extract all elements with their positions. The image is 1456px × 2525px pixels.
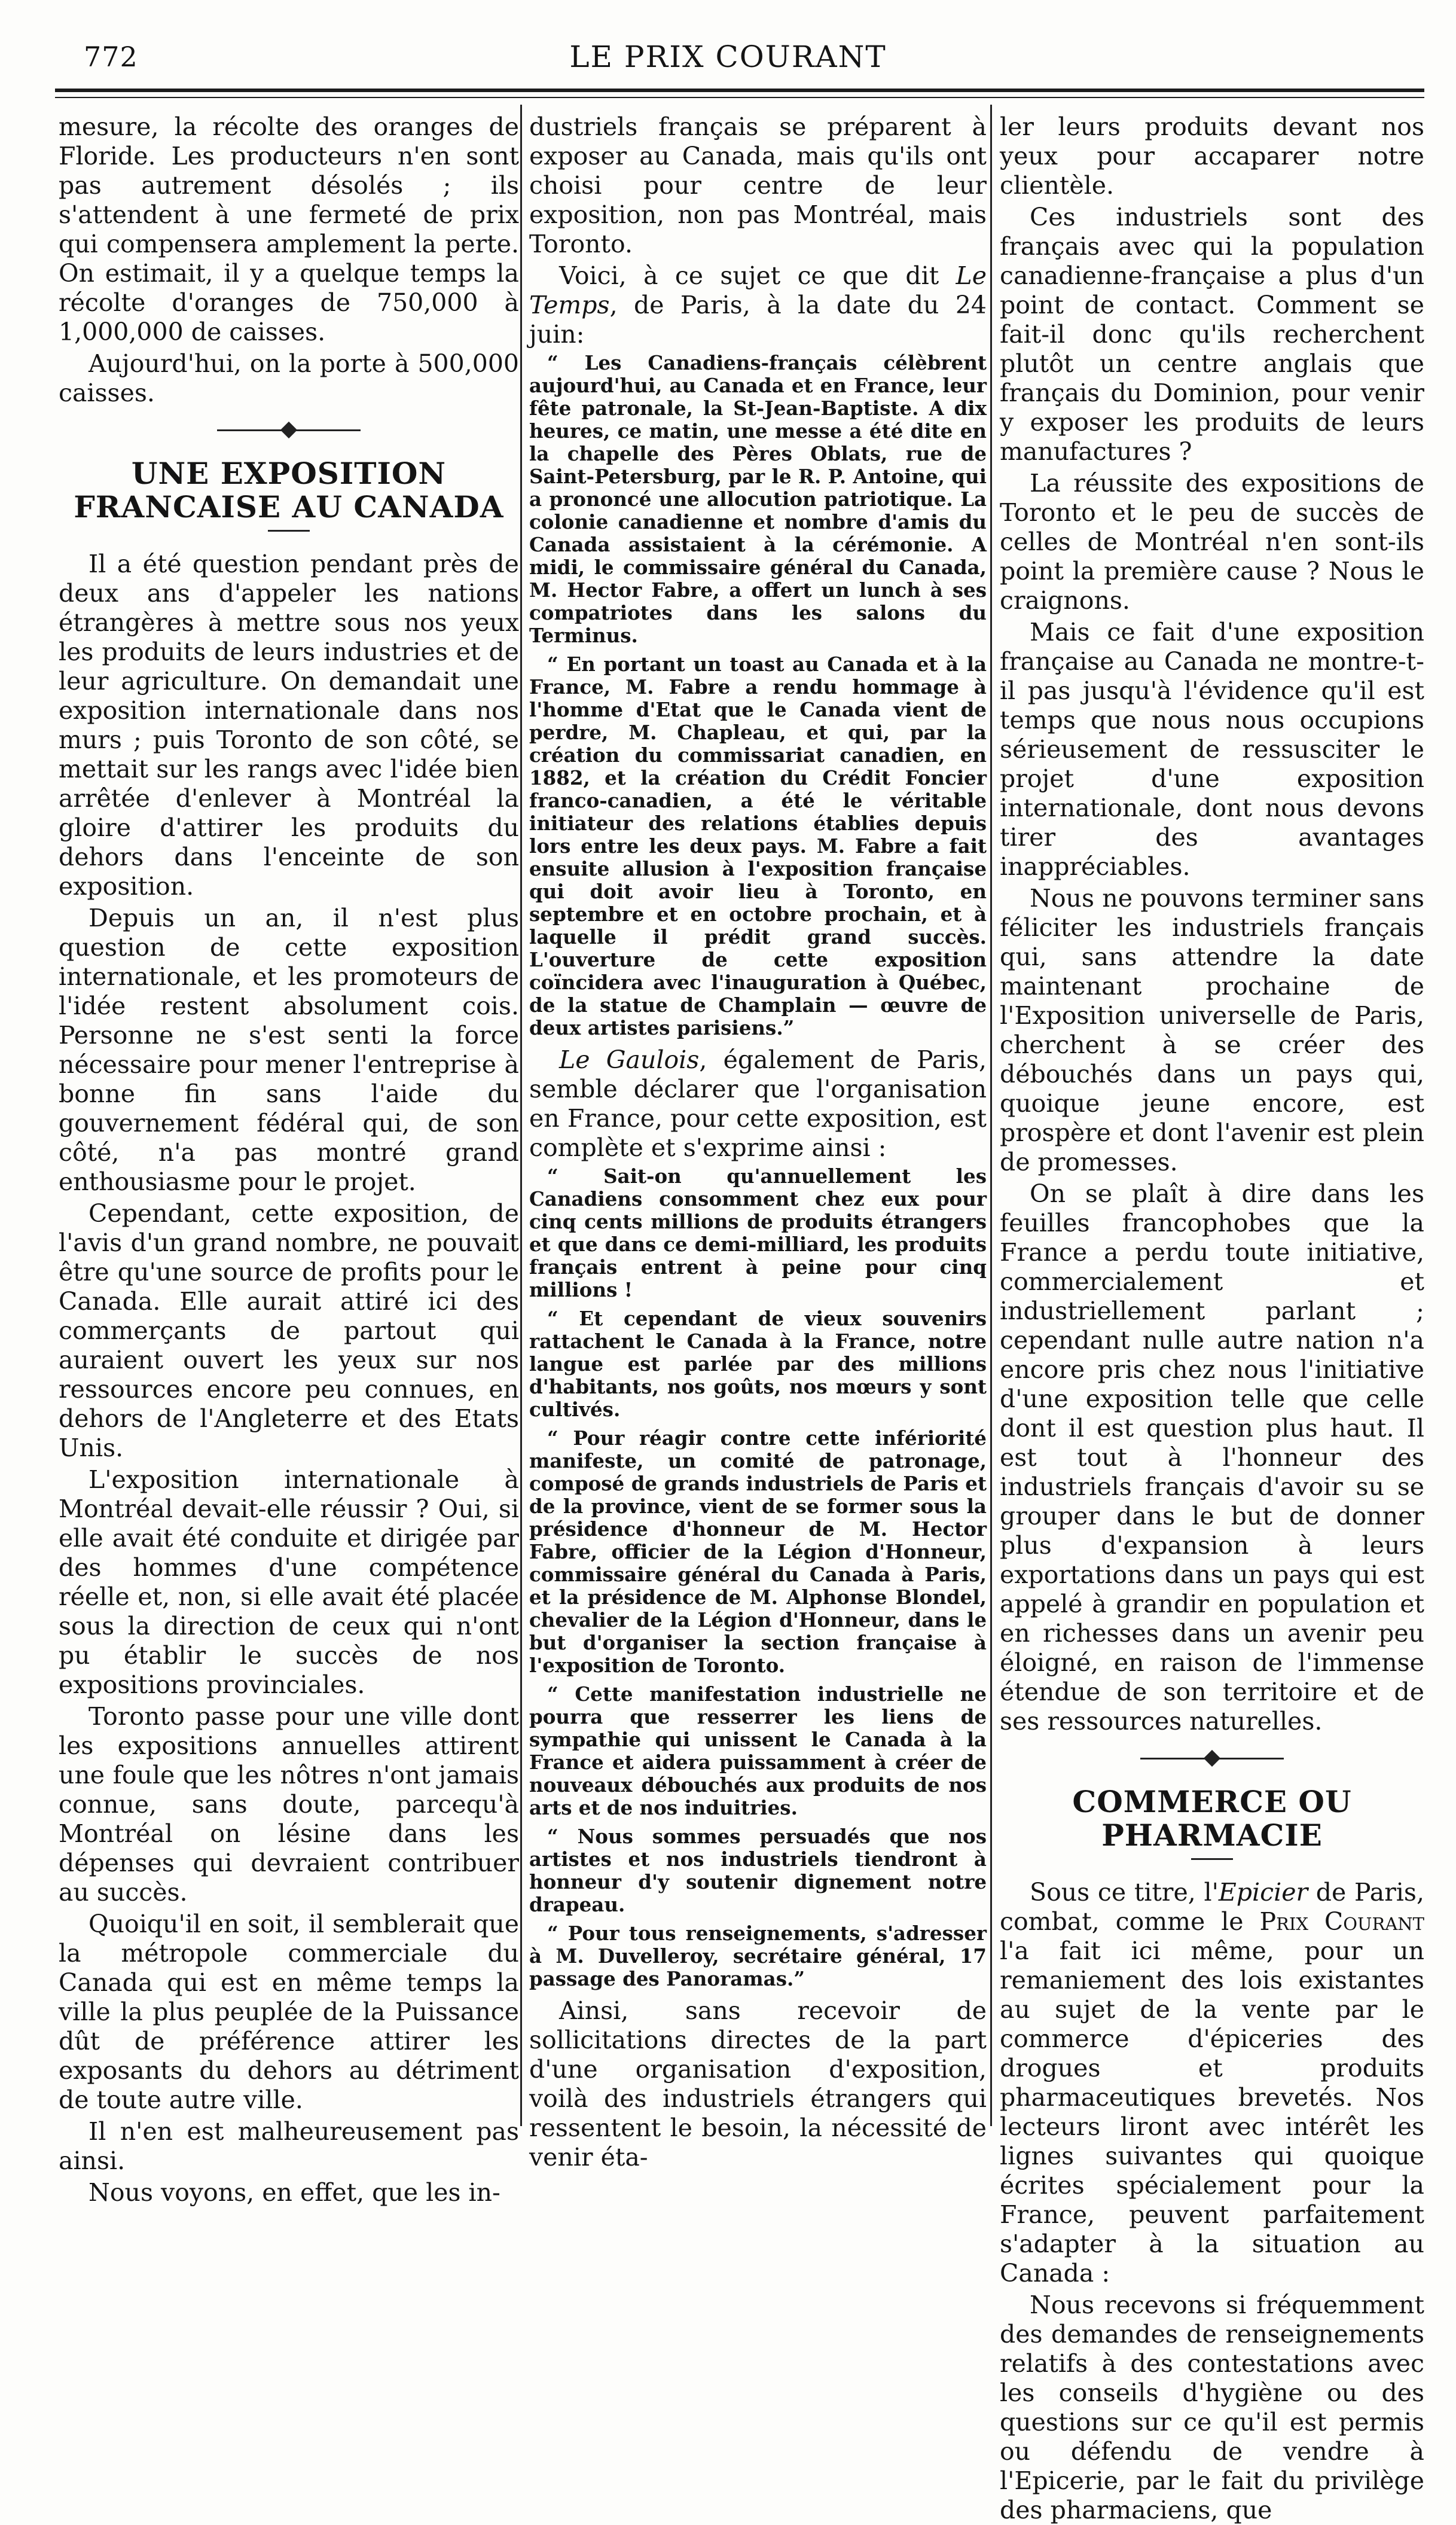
publication-title: Le Gaulois — [559, 1045, 700, 1074]
quote-paragraph: “ Pour tous renseignements, s'adresser à M. Duvelleroy, secrétaire général, 17 passage des Panoramas.” — [529, 1922, 987, 1990]
text-run: Voici, à ce sujet ce que dit — [559, 261, 956, 290]
column-2 — [529, 112, 987, 2172]
publication-title: Le Temps — [529, 261, 987, 319]
paragraph: Depuis un an, il n'est plus question de cette exposition internationale, et les promoteurs de l'idée restent absolument cois. Personne ne s'est senti la force nécessaire pour mener l'entreprise à bonne fin sans l'aide du gouvernement fédéral qui, de son côté, n'a pas montré grand enthousiasme pour le projet. — [59, 904, 519, 1196]
paragraph: dustriels français se préparent à exposer au Canada, mais qu'ils ont choisi pour centre de leur exposition, non pas Montréal, mais Toronto. — [529, 112, 987, 258]
paragraph — [529, 1045, 987, 1163]
text-run: de Paris, combat, comme le — [1000, 1878, 1424, 1936]
paragraph: Toronto passe pour une ville dont les expositions annuelles attirent une foule que les nôtres n'ont jamais connue, sans doute, parcequ'à Montréal on lésine dans les dépenses qui devraient contribuer au succès. — [59, 1702, 519, 1907]
paragraph: Mais ce fait d'une exposition française au Canada ne montre-t-il pas jusqu'à l'évidence qu'il est temps que nous nous occupions sérieusement de ressusciter le projet d'une exposition internationale, dont nous devons tirer des avantages inappréciables. — [1000, 618, 1424, 881]
ornament-diamond — [1204, 1750, 1220, 1767]
article-heading: COMMERCE OU PHARMACIE — [1072, 1784, 1352, 1853]
paragraph: On se plaît à dire dans les feuilles francophobes que la France a perdu toute initiative, commercialement et industriellement parlant ; cependant nulle autre nation n'a encore pris chez nous l'initiative d'une exposition telle que celle dont il est question plus haut. Il est tout à l'honneur des industriels français d'avoir su se grouper dans le but de donner plus d'expansion à leurs exportations dans un pays qui est appelé à grandir en population et en richesses dans un avenir peu éloigné, en raison de l'immense étendue de son territoire et de ses ressources naturelles. — [1000, 1179, 1424, 1736]
column-divider-1 — [520, 105, 522, 2126]
paragraph: Il a été question pendant près de deux ans d'appeler les nations étrangères à mettre sous nos yeux les produits de leurs industries et de leur agriculture. On demandait une exposition internationale dans nos murs ; puis Toronto de son côté, se mettait sur les rangs avec l'idée bien arrêtée d'enlever à Montréal la gloire d'attirer les produits du dehors dans l'enceinte de son exposition. — [59, 550, 519, 901]
paragraph: Ces industriels sont des français avec qui la population canadienne-française a plus d'un point de contact. Comment se fait-il donc qu'ils recherchent plutôt un centre anglais que français du Dominion, pour venir y exposer les produits de leurs manufactures ? — [1000, 203, 1424, 466]
section-ornament — [1140, 1749, 1284, 1767]
heading-rule — [1191, 1858, 1233, 1860]
text-run: Sous ce titre, l' — [1030, 1878, 1219, 1907]
text-run: l'a fait ici même, pour un remaniement des lois existantes au sujet de la vente par le commerce d'épiceries des drogues et produits pharmaceutiques brevetés. Nos lecteurs liront avec intérêt les lignes suivantes qui quoique écrites spécialement pour la France, peuvent parfaitement s'adapter à la situation au Canada : — [1000, 1937, 1424, 2288]
paragraph: Quoiqu'il en soit, il semblerait que la métropole commerciale du Canada qui est en même temps la ville la plus peuplée de la Puissance dût de préférence attirer les exposants du dehors au détriment de toute autre ville. — [59, 1910, 519, 2114]
quote-paragraph: “ Et cependant de vieux souvenirs rattachent le Canada à la France, notre langue est parlée par des millions d'habitants, nos goûts, nos mœurs y sont cultivés. — [529, 1307, 987, 1421]
paragraph: Ainsi, sans recevoir de sollicitations directes de la part d'une organisation d'exposition, voilà des industriels étrangers qui ressentent le besoin, la nécessité de venir éta- — [529, 1996, 987, 2172]
paragraph: Nous ne pouvons terminer sans féliciter les industriels français qui, sans attendre la date maintenant prochaine de l'Exposition universelle de Paris, cherchent à se créer des débouchés dans un pays qui, quoique jeune encore, est prospère et dont l'avenir est plein de promesses. — [1000, 884, 1424, 1176]
publication-title: Epicier — [1218, 1878, 1308, 1907]
paragraph: Cependant, cette exposition, de l'avis d'un grand nombre, ne pouvait être qu'une source de profits pour le Canada. Elle aurait attiré ici des commerçants de partout qui auraient ouvert les yeux sur nos ressources encore peu connues, en dehors de l'Angleterre et des Etats Unis. — [59, 1199, 519, 1462]
quote-paragraph: “ En portant un toast au Canada et à la France, M. Fabre a rendu hommage à l'homme d'Etat que le Canada vient de perdre, M. Chapleau, et qui, par la création du commissariat canadien, en 1882, et la création du Crédit Foncier franco-canadien, a été le véritable initiateur des relations établies depuis lors entre les deux pays. M. Fabre a fait ensuite allusion à l'exposition française qui doit avoir lieu à Toronto, en septembre et en octobre prochain, et à laquelle il prédit grand succès. L'ouverture de cette exposition coïncidera avec l'inauguration à Québec, de la statue de Champlain — œuvre de deux artistes parisiens.” — [529, 652, 987, 1039]
page-number: 772 — [84, 41, 138, 73]
text-run: , de Paris, à la date du 24 juin: — [529, 291, 987, 349]
text-run: , également de Paris, semble déclarer que l'organisation en France, pour cette exposition, est complète et s'exprime ainsi : — [529, 1045, 987, 1162]
header-rule-thin — [55, 97, 1424, 98]
publication-name: Prix Courant — [1259, 1907, 1424, 1936]
paragraph: ler leurs produits devant nos yeux pour accaparer notre clientèle. — [1000, 112, 1424, 200]
paragraph: L'exposition internationale à Montréal devait-elle réussir ? Oui, si elle avait été conduite et dirigée par des hommes d'une compétence réelle et, non, si elle avait été placée sous la direction de ceux qui n'ont pu établir le succès de nos expositions provinciales. — [59, 1465, 519, 1699]
ornament-diamond — [280, 422, 297, 438]
paragraph: Il n'en est malheureusement pas ainsi. — [59, 2117, 519, 2175]
page-header — [0, 0, 1456, 90]
quote-paragraph: “ Les Canadiens-français célèbrent aujourd'hui, au Canada et en France, leur fête patronale, la St-Jean-Baptiste. A dix heures, ce matin, une messe a été dite en la chapelle des Pères Oblats, rue de Saint-Petersburg, par le R. P. Antoine, qui a prononcé une allocution patriotique. La colonie canadienne et nombre d'amis du Canada assistaient à la cérémonie. A midi, le commissaire général du Canada, M. Hector Fabre, a offert un lunch à ses compatriotes dans les salons du Terminus. — [529, 351, 987, 647]
paragraph: mesure, la récolte des oranges de Floride. Les producteurs n'en sont pas autrement désolés ; ils s'attendent à une fermeté de prix qui compensera amplement la perte. On estimait, il y a quelque temps la récolte d'oranges de 750,000 à 1,000,000 de caisses. — [59, 112, 519, 346]
running-title: LE PRIX COURANT — [569, 39, 887, 74]
column-3 — [1000, 112, 1424, 2524]
paragraph: Nous recevons si fréquemment des demandes de renseignements relatifs à des contestations avec les conseils d'hygiène ou des questions sur ce qu'il est permis ou défendu de vendre à l'Epicerie, par le fait du privilège des pharmaciens, que — [1000, 2291, 1424, 2524]
column-divider-2 — [990, 105, 992, 2126]
quote-paragraph: “ Nous sommes persuadés que nos artistes et nos industriels tiendront à honneur d'y soutenir dignement notre drapeau. — [529, 1825, 987, 1916]
quote-paragraph: “ Pour réagir contre cette infériorité manifeste, un comité de patronage, composé de grands industriels de Paris et de la province, vient de se former sous la présidence d'honneur de M. Hector Fabre, officier de la Légion d'Honneur, commissaire général du Canada à Paris, et la présidence de M. Alphonse Blondel, chevalier de la Légion d'Honneur, dans le but d'organiser la section française à l'exposition de Toronto. — [529, 1426, 987, 1677]
paragraph — [529, 261, 987, 349]
paragraph: La réussite des expositions de Toronto et le peu de succès de celles de Montréal n'en sont-ils point la première cause ? Nous le craignons. — [1000, 469, 1424, 615]
quote-paragraph: “ Cette manifestation industrielle ne pourra que resserrer les liens de sympathie qui unissent le Canada à la France et aidera puissamment à créer de nouveaux débouchés aux produits de nos arts et de nos induitries. — [529, 1682, 987, 1819]
paragraph — [1000, 1878, 1424, 2288]
article-heading: UNE EXPOSITION FRANCAISE AU CANADA — [74, 456, 504, 524]
quote-paragraph: “ Sait-on qu'annuellement les Canadiens consomment chez eux pour cinq cents millions de produits étrangers et que dans ce demi-milliard, les produits français entrent à peine pour cinq millions ! — [529, 1164, 987, 1301]
paragraph: Aujourd'hui, on la porte à 500,000 caisses. — [59, 349, 519, 407]
column-1 — [59, 112, 519, 2207]
section-ornament — [217, 421, 361, 439]
header-rule-thick — [55, 89, 1424, 92]
paragraph: Nous voyons, en effet, que les in- — [88, 2178, 500, 2207]
heading-rule — [268, 530, 310, 532]
